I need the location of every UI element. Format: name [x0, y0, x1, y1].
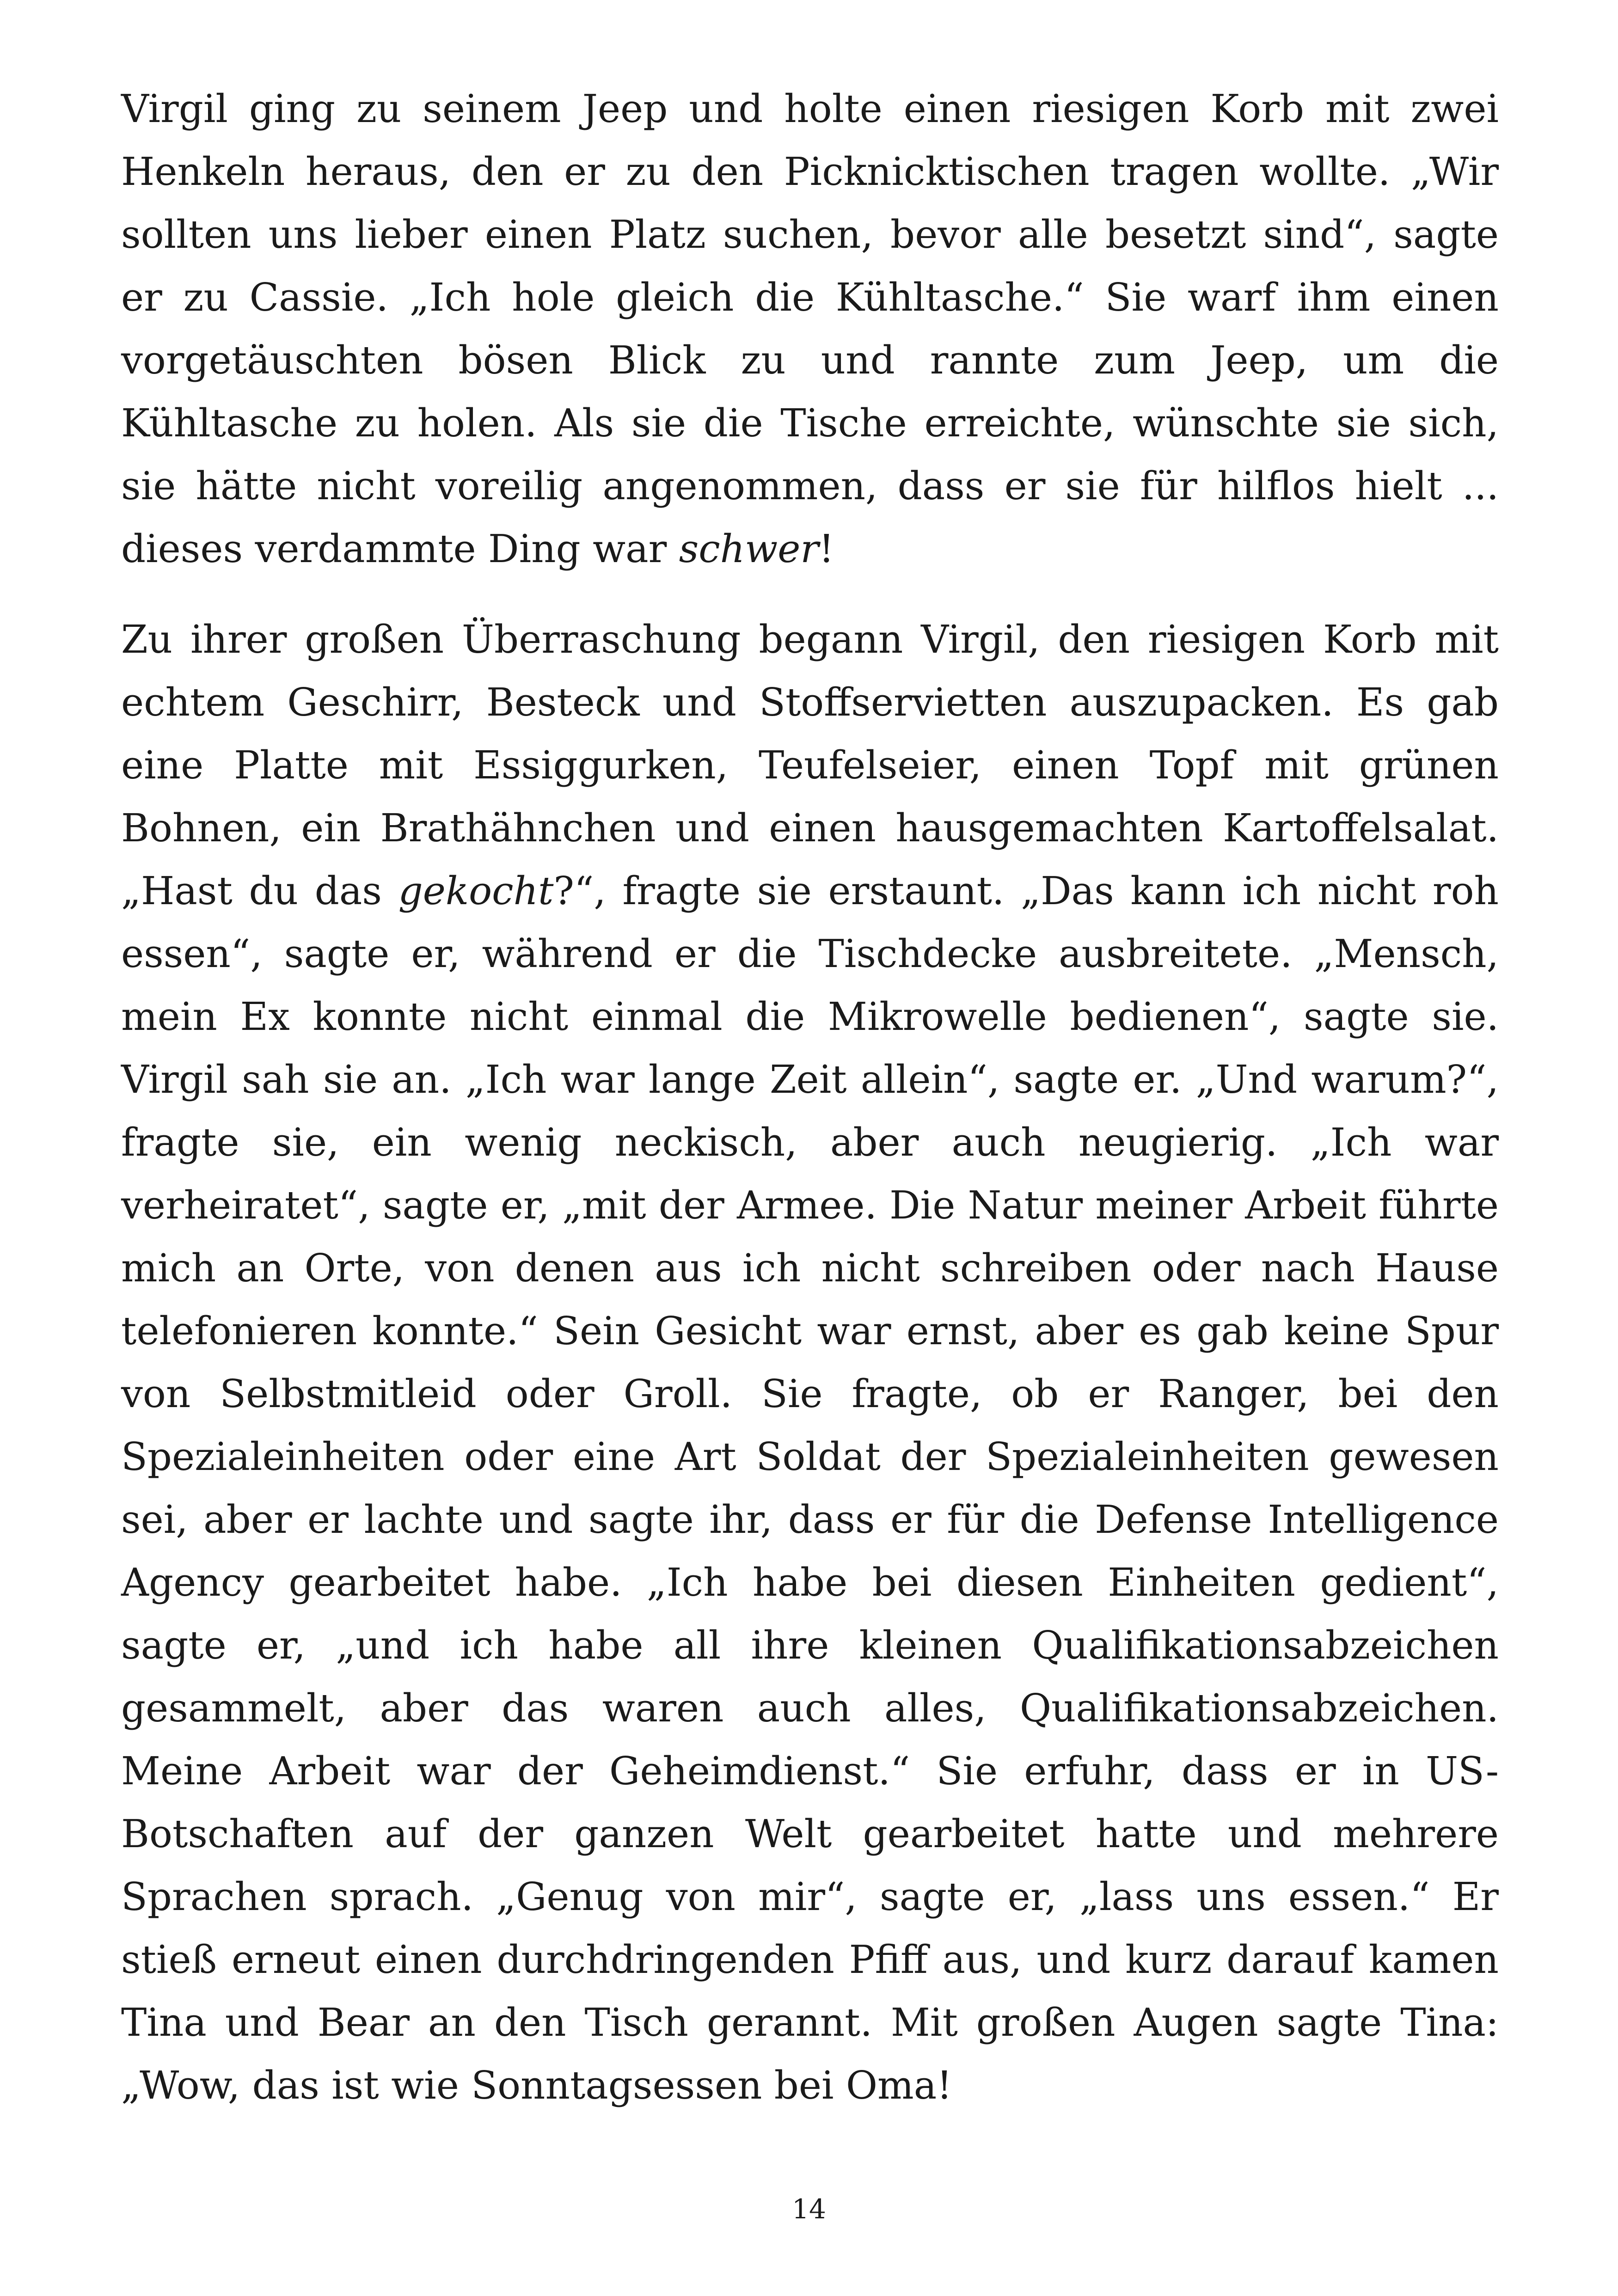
paragraph-1-text — [121, 78, 1499, 581]
paragraph-2-segment: Zu ihrer großen Überraschung begann Virgil, den riesigen Korb mit echtem Geschirr, Besteck und Stoffservietten auszupacken. Es gab eine Platte mit Essiggurken, Teufelseier, einen Topf mit grünen Bohnen, ein Brathähnchen und einen hausgemachten Kartoffelsalat. „Hast du das — [121, 617, 1499, 913]
page-number: 14 — [792, 2193, 826, 2225]
paragraph-1 — [121, 78, 1499, 581]
paragraph-1-segment-end: ! — [819, 527, 834, 571]
paragraph-2-emphasis-gekocht: gekocht — [398, 869, 554, 913]
paragraph-2 — [121, 608, 1499, 2117]
paragraph-2-text — [121, 608, 1499, 2117]
paragraph-1-segment: Virgil ging zu seinem Jeep und holte einen riesigen Korb mit zwei Henkeln heraus, den er zu den Picknicktischen tragen wollte. „Wir sollten uns lieber einen Platz suchen, bevor alle besetzt sind“, sagte er zu Cassie. „Ich hole gleich die Kühltasche.“ Sie warf ihm einen vorgetäuschten bösen Blick zu und rannte zum Jeep, um die Kühltasche zu holen. Als sie die Tische erreichte, wünschte sie sich, sie hätte nicht voreilig angenommen, dass er sie für hilflos hielt ... dieses verdammte Ding war — [121, 86, 1499, 571]
paragraph-2-segment-end: ?“, fragte sie erstaunt. „Das kann ich nicht roh essen“, sagte er, während er die Tischdecke ausbreitete. „Mensch, mein Ex konnte nicht einmal die Mikrowelle bedienen“, sagte sie. Virgil sah sie an. „Ich war lange Zeit allein“, sagte er. „Und warum?“, fragte sie, ein wenig neckisch, aber auch neugierig. „Ich war verheiratet“, sagte er, „mit der Armee. Die Natur meiner Arbeit führte mich an Orte, von denen aus ich nicht schreiben oder nach Hause telefonieren konnte.“ Sein Gesicht war ernst, aber es gab keine Spur von Selbstmitleid oder Groll. Sie fragte, ob er Ranger, bei den Spezialeinheiten oder eine Art Soldat der Spezialeinheiten gewesen sei, aber er lachte und sagte ihr, dass er für die Defense Intelligence Agency gearbeitet habe. „Ich habe bei diesen Einheiten gedient“, sagte er, „und ich habe all ihre kleinen Qualifikationsabzeichen gesammelt, aber das waren auch alles, Qualifikationsabzeichen. Meine Arbeit war der Geheimdienst.“ Sie erfuhr, dass er in US-Botschaften auf der ganzen Welt gearbeitet hatte und mehrere Sprachen sprach. „Genug von mir“, sagte er, „lass uns essen.“ Er stieß erneut einen durchdringenden Pfiff aus, und kurz darauf kamen Tina und Bear an den Tisch gerannt. Mit großen Augen sagte Tina: „Wow, das ist wie Sonntagsessen bei Oma! — [121, 869, 1499, 2108]
paragraph-1-emphasis-schwer: schwer — [679, 527, 819, 571]
